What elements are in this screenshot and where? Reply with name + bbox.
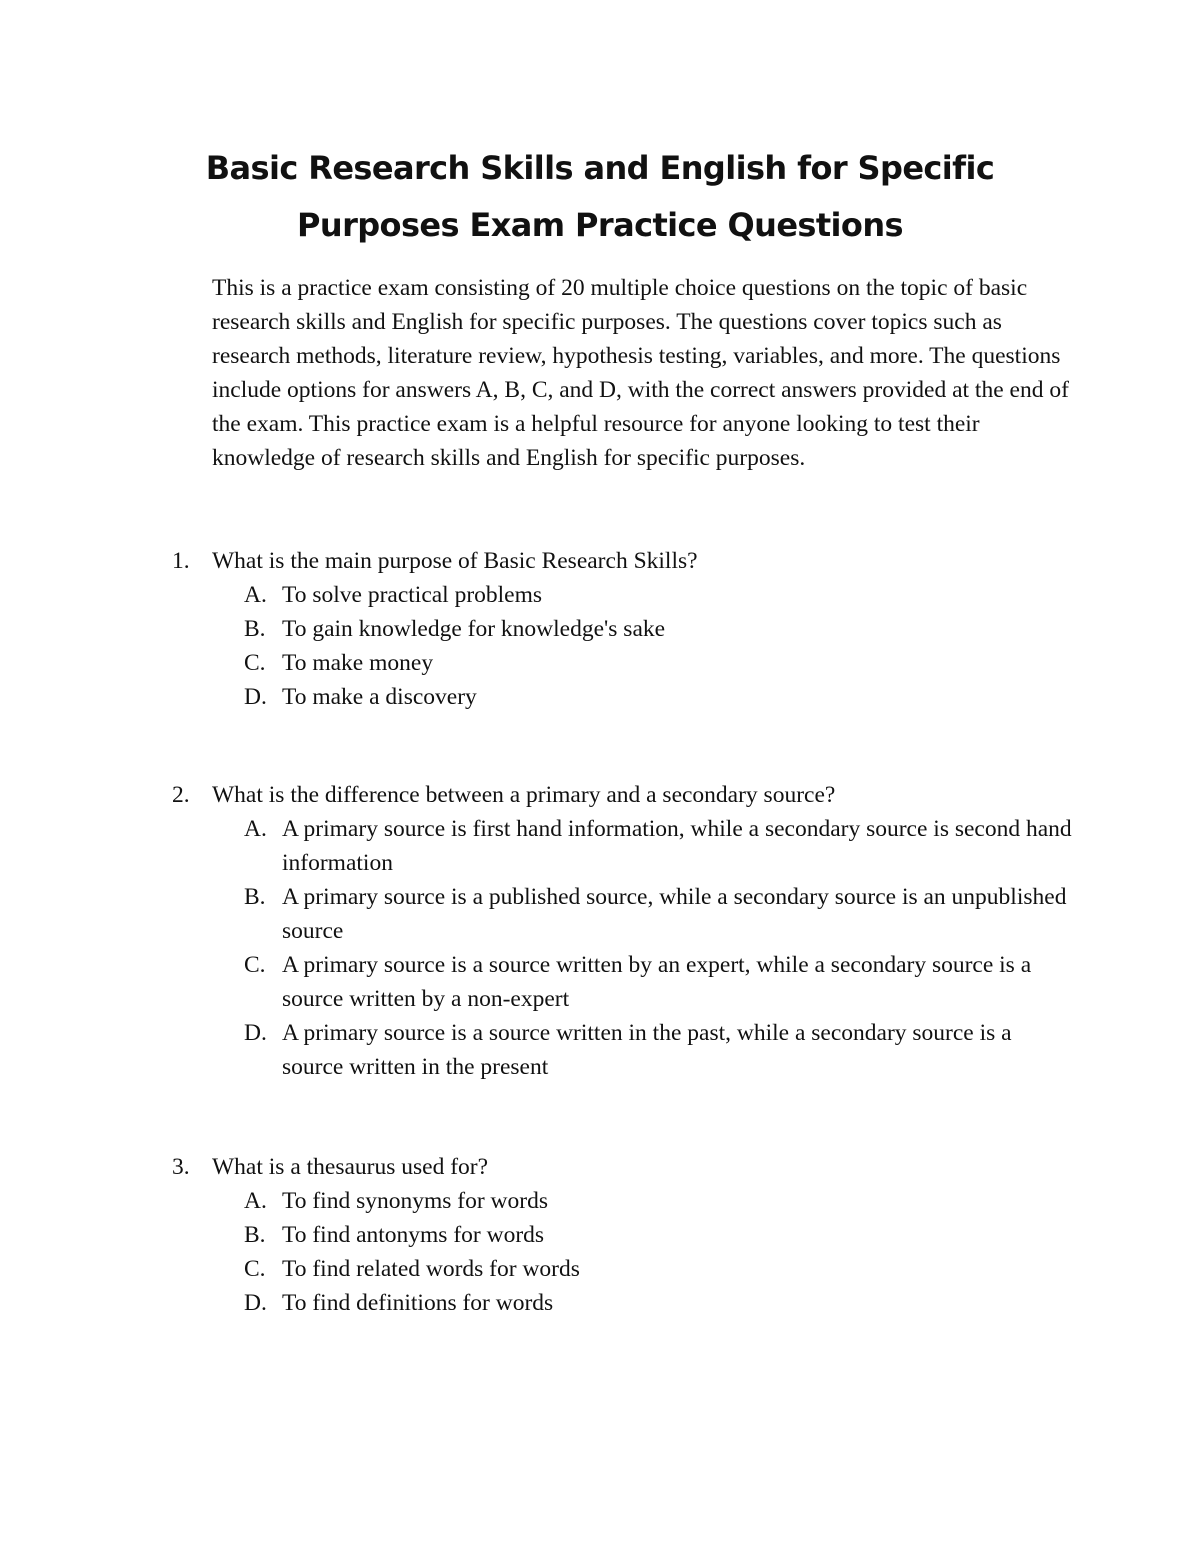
option-text: A primary source is a published source, while a secondary source is an unpublished source [282,884,1067,944]
question-2-option-c [172,948,1072,1016]
option-text: To make a discovery [282,684,477,710]
option-text: To find related words for words [282,1256,580,1282]
option-letter: B. [244,884,266,910]
option-text: To find antonyms for words [282,1222,545,1248]
question-1 [172,544,1072,714]
question-text: What is the difference between a primary and a secondary source? [212,782,836,808]
question-2 [172,778,1072,1084]
title-line-1: Basic Research Skills and English for Specific [205,149,995,187]
option-text: To make money [282,650,434,676]
title-line-2: Purposes Exam Practice Questions [297,206,903,244]
question-3 [172,1150,1072,1320]
option-text: To find definitions for words [282,1290,554,1316]
question-number: 2. [172,782,190,808]
option-letter: A. [244,582,267,608]
question-3-option-d [172,1286,1072,1320]
option-letter: D. [244,1290,267,1316]
question-number: 3. [172,1154,190,1180]
question-number: 1. [172,548,190,574]
question-3-prompt [172,1150,1072,1184]
option-text: A primary source is a source written in the past, while a secondary source is a source written in the present [282,1020,1012,1080]
option-text: A primary source is a source written by an expert, while a secondary source is a source written by a non-expert [282,952,1032,1012]
document-title [100,140,1100,254]
option-text: To solve practical problems [282,582,543,608]
option-letter: C. [244,650,266,676]
option-letter: B. [244,616,266,642]
question-3-option-c [172,1252,1072,1286]
question-2-option-a [172,812,1072,880]
option-letter: B. [244,1222,266,1248]
question-1-option-a [172,578,1072,612]
option-letter: A. [244,816,267,842]
option-letter: C. [244,952,266,978]
question-1-option-b [172,612,1072,646]
option-text: To gain knowledge for knowledge's sake [282,616,666,642]
question-1-option-c [172,646,1072,680]
question-2-prompt [172,778,1072,812]
option-text: A primary source is first hand information, while a secondary source is second hand information [282,816,1072,876]
question-3-option-a [172,1184,1072,1218]
intro-paragraph: This is a practice exam consisting of 20 multiple choice questions on the topic of basic research skills and English for specific purposes. The questions cover topics such as research methods, literature review, hypothesis testing, variables, and more. The questions include options for answers A, B, C, and D, with the correct answers provided at the end of the exam. This practice exam is a helpful resource for anyone looking to test their knowledge of research skills and English for specific purposes. [212,275,1069,471]
question-1-prompt [172,544,1072,578]
option-letter: D. [244,684,267,710]
option-letter: A. [244,1188,267,1214]
question-1-option-d [172,680,1072,714]
option-letter: C. [244,1256,266,1282]
question-2-option-d [172,1016,1072,1084]
question-text: What is a thesaurus used for? [212,1154,489,1180]
question-3-option-b [172,1218,1072,1252]
question-2-option-b [172,880,1072,948]
question-text: What is the main purpose of Basic Research Skills? [212,548,698,574]
option-text: To find synonyms for words [282,1188,548,1214]
option-letter: D. [244,1020,267,1046]
